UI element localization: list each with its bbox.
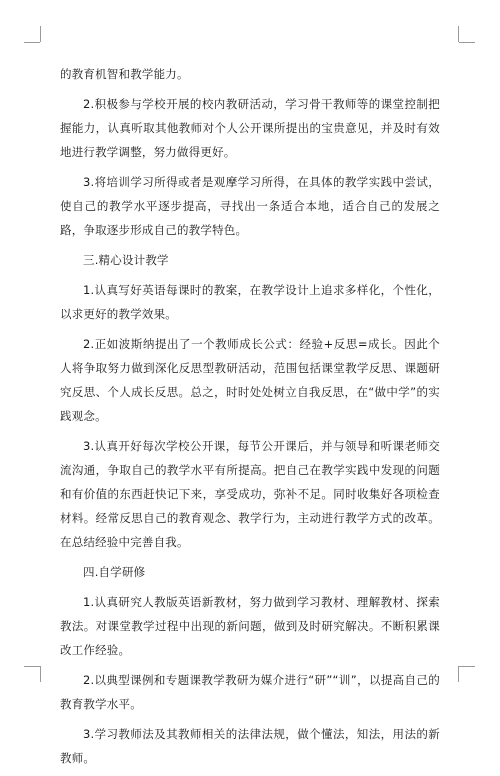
paragraph-item-1: 1.认真研究人教版英语新教材，努力做到学习教材、理解教材、探索教法。对课堂教学过程中出现的新问题，做到及时研究解决。不断积累课改工作经验。: [60, 595, 440, 657]
crop-mark-bottom-right: [459, 666, 475, 667]
paragraph-item-2: 2.积极参与学校开展的校内教研活动，学习骨干教师等的课堂控制把握能力，认真听取其他教师对个人公开课所提出的宝贵意见，并及时有效地进行教学调整，努力做得更好。: [60, 97, 440, 159]
crop-mark-bottom-right: [458, 666, 459, 682]
paragraph-item-3: 3.将培训学习所得或者是观摩学习所得，在具体的教学实践中尝试，使自己的教学水平逐步提高，寻找出一条适合本地，适合自己的发展之路，争取逐步形成自己的教学特色。: [60, 175, 440, 237]
section-heading-3: 三.精心设计教学: [83, 253, 169, 267]
crop-mark-bottom-left: [40, 666, 41, 682]
section-heading-4: 四.自学研修: [83, 565, 146, 579]
crop-mark-bottom-left: [24, 666, 40, 667]
crop-mark-top-left: [40, 26, 41, 42]
paragraph-item-1: 1.认真写好英语每课时的教案，在教学设计上追求多样化，个性化，以求更好的教学效果。: [60, 283, 440, 321]
paragraph-item-3: 3.学习教师法及其教师相关的法律法规，做个懂法，知法，用法的新教师。: [60, 727, 440, 765]
document-body: [60, 62, 440, 776]
paragraph-item-2: 2.以典型课例和专题课教学教研为媒介进行“研”“训”，以提高自己的教育教学水平。: [60, 673, 440, 711]
paragraph-item-2: 2.正如波斯纳提出了一个教师成长公式：经验+反思=成长。因此个人将争取努力做到深化反思型教研活动，范围包括课堂教学反思、课题研究反思、个人成长反思。总之，时时处处树立自我反思，在“做中学”的实践观念。: [60, 337, 440, 423]
paragraph-continued: 的教育机智和教学能力。: [60, 67, 189, 81]
paragraph-item-3: 3.认真开好每次学校公开课，每节公开课后，并与领导和听课老师交流沟通，争取自己的教学水平有所提高。把自己在教学实践中发现的问题和有价值的东西赶快记下来，享受成功，弥补不足。同时收集好各项检查材料。经常反思自己的教育观念、教学行为，主动进行教学方式的改革。在总结经验中完善自我。: [60, 439, 440, 549]
crop-mark-top-left: [24, 42, 40, 43]
crop-mark-top-right: [459, 42, 475, 43]
crop-mark-top-right: [458, 26, 459, 42]
